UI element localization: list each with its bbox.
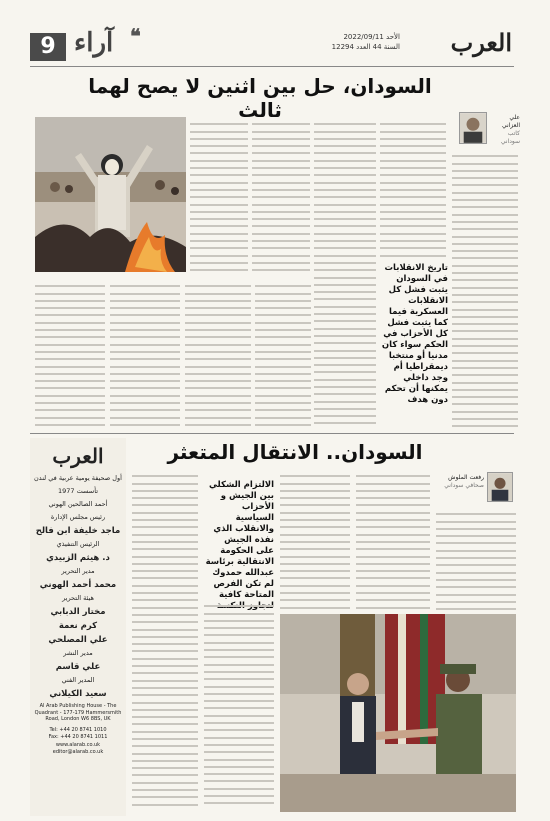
sidebar-fax: Fax: +44 20 8741 1011 (48, 734, 108, 740)
author1-byline (490, 114, 520, 146)
article1-lower-col-b (35, 280, 105, 430)
masthead-info-box (30, 438, 126, 816)
section-title: آراء (74, 28, 114, 58)
article1-body-col3 (252, 118, 310, 278)
article1-body-col1 (380, 118, 446, 258)
newspaper-logo: العرب (450, 28, 512, 57)
sidebar-founded: 1977 تأسست (57, 487, 99, 495)
sidebar-website[interactable]: www.alarab.co.uk (55, 741, 101, 748)
sidebar-editor-label: مدير التحرير (61, 567, 95, 575)
meeting-photo (280, 614, 516, 812)
masthead-divider (30, 66, 514, 67)
sidebar-art: علي قاسم (55, 662, 101, 672)
author1-name: علي العزاني (501, 114, 520, 129)
masthead (0, 0, 550, 66)
sidebar-phone: Tel: +44 20 8741 1010 (49, 726, 107, 733)
sidebar-founder: أحمد الصالحين الهوني (48, 500, 108, 508)
article2-body-col-right (436, 508, 516, 610)
sidebar-staff-0: مختار الدبابي (50, 607, 106, 617)
author1-role: كاتب سوداني (500, 130, 520, 145)
article1-lower-col-d (255, 280, 311, 430)
author2-byline (438, 474, 484, 490)
issue-number: السنة 44 العدد 12294 (331, 43, 400, 51)
article1-headline: السودان، حل بين اثنين لا يصح لهما ثالث (88, 74, 432, 122)
article2-body-col-mid-right (356, 470, 430, 610)
sidebar-tech: سعيد الكيلاني (49, 689, 107, 699)
sidebar-staff-1: كرم نعمة (58, 621, 98, 631)
sidebar-chairman: ماجد خليفة ابن فالح (35, 526, 121, 536)
article2-body-col-far-left (132, 470, 198, 810)
sidebar-address: Al Arab Publishing House - The Quadrant - 177-179 Hammersmith Road, London W6 8BS, UK (34, 703, 122, 722)
sidebar-editor: محمد أحمد الهوني (39, 580, 117, 590)
article2-body-col-left (204, 600, 274, 810)
sidebar-publisher: د. هيثم الزبيدي (46, 553, 110, 563)
author2-name: رفعت الملوش (448, 474, 484, 481)
sidebar-art-label: مدير النشر (63, 649, 93, 657)
sidebar-staff-label: هيئة التحرير (62, 594, 94, 602)
article-divider (30, 433, 514, 434)
sidebar-chairman-label: رئيس مجلس الإدارة (50, 513, 106, 521)
author1-avatar (459, 112, 487, 144)
article2-pullquote: الالتزام الشكلي بين الجيش و الأحزاب السياسية والانقلاب الذي نفذه الجيش على الحكومة الانتقالية برئاسة عبدالله حمدوك لم تكن الفرص المتاحة كافية لتجاوز النكسة (205, 480, 274, 611)
page-number: 9 (30, 33, 66, 61)
article1-body-col4 (190, 118, 248, 278)
article1-body-col0 (452, 150, 518, 430)
sidebar-publisher-label: الرئيس التنفيذي (56, 540, 100, 548)
author2-role: صحافي سوداني (444, 482, 484, 489)
sidebar-tech-label: المدير الفني (61, 676, 95, 684)
sidebar-logo: العرب (52, 444, 104, 468)
dateline (332, 32, 400, 52)
article2-body-col-mid (280, 470, 350, 610)
article1-body-col2 (314, 118, 376, 428)
sidebar-staff-2: علي المصلحي (48, 635, 108, 645)
quote-mark-icon: ❝ (130, 24, 141, 48)
article1-lower-col-c (185, 280, 251, 430)
article2-headline: السودان.. الانتقال المتعثر (167, 440, 423, 464)
sidebar-tagline: أول صحيفة يومية عربية في لندن (34, 474, 122, 482)
article1-lower-col-a (110, 280, 180, 430)
issue-date: 2022/09/11 الأحد (343, 33, 400, 41)
protest-photo (35, 117, 186, 272)
article1-pullquote: تاريخ الانقلابات في السودان يثبت فشل كل الانقلابات العسكرية فيما كما يثبت فشل كل الأحزاب في الحكم سواء كان مدنيا أو منتخبا ديمقراطيا أم وجد داخلي يمكنها أن تحكم دون هدف (381, 263, 448, 405)
author2-avatar (487, 472, 513, 502)
sidebar-email[interactable]: editor@alarab.co.uk (52, 749, 104, 755)
